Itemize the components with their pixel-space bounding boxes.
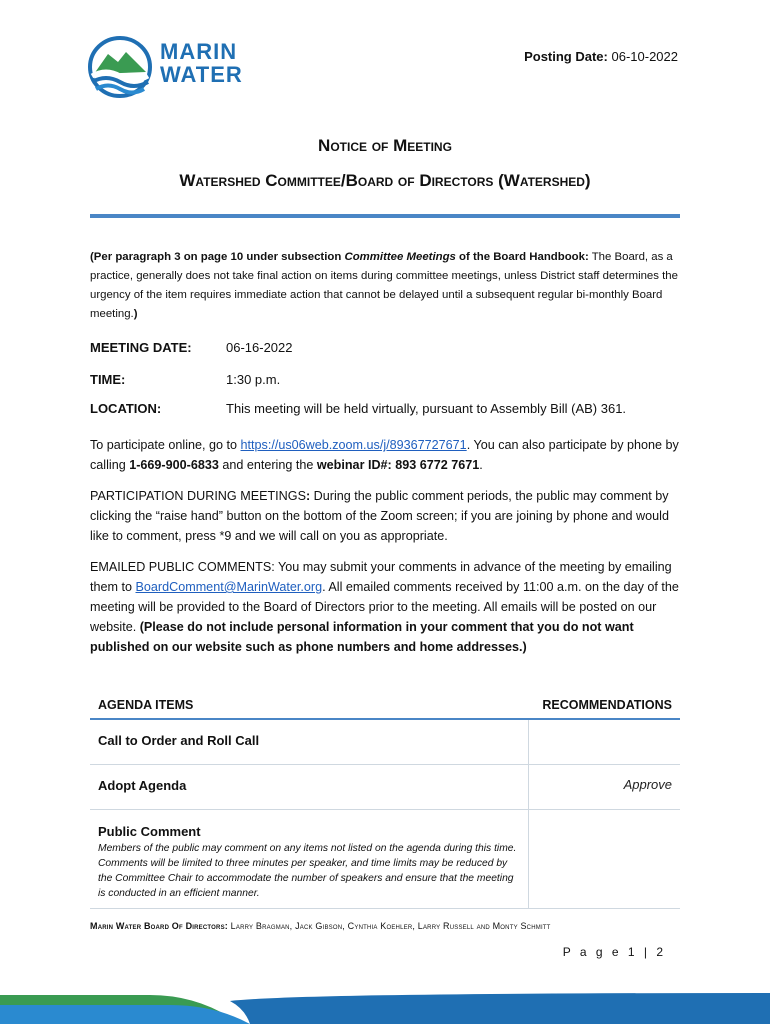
agenda-table: [90, 696, 680, 909]
participate-end: .: [479, 458, 483, 472]
note-close: ): [133, 308, 138, 320]
emailed-pre: EMAILED PUBLIC COMMENTS: You may submit your comments in advance of the meeting by emailing them to: [90, 560, 672, 594]
agenda-item-name: Adopt Agenda: [98, 778, 187, 793]
participation-label: PARTICIPATION DURING MEETINGS: [90, 489, 306, 503]
meeting-date-value: 06-16-2022: [226, 340, 293, 355]
participation-paragraph: [90, 486, 680, 546]
emailed-comments-paragraph: [90, 557, 680, 657]
footer-board-names: Larry Bragman, Jack Gibson, Cynthia Koehler, Larry Russell and Monty Schmitt: [227, 921, 551, 931]
webinar-id: webinar ID#: 893 6772 7671: [316, 458, 480, 472]
note-text: The Board, as a practice, generally does not take final action on items during committee meetings, unless District staff determines the urgency of the item requires immediate action that cannot be delayed until a subsequent regular bi-monthly Board meeting.: [90, 251, 678, 320]
zoom-link[interactable]: https://us06web.zoom.us/j/89367727671: [240, 438, 467, 452]
posting-label: Posting Date:: [524, 49, 608, 64]
meeting-location-value: This meeting will be held virtually, pursuant to Assembly Bill (AB) 361.: [226, 401, 627, 416]
table-row: [90, 765, 680, 810]
footer-board-members: [90, 921, 551, 931]
agenda-items-header: AGENDA ITEMS: [98, 698, 194, 712]
board-comment-email-link[interactable]: BoardComment@MarinWater.org: [135, 580, 323, 594]
agenda-recommendation: Approve: [623, 777, 672, 792]
recommendation-cell: [528, 810, 680, 908]
recommendations-header: RECOMMENDATIONS: [542, 698, 672, 712]
logo-text-line2: WATER: [160, 62, 243, 87]
table-row: [90, 810, 680, 909]
page-subtitle: Watershed Committee/Board of Directors (Watershed): [179, 171, 591, 190]
participation-text: During the public comment periods, the public may comment by clicking the “raise hand” button on the bottom of the Zoom screen; if you are joining by phone and would like to comment, press *9 and we will call on you as appropriate.: [90, 489, 669, 543]
agenda-item-description: Members of the public may comment on any items not listed on the agenda during this time. Comments will be limited to three minutes per speaker, and time limits may be reduced by the Committee Chair to accommodate the number of speakers and ensure that the meeting is conducted in an efficient manner.: [98, 843, 517, 899]
page-number: P a g e 1 | 2: [562, 945, 666, 959]
posting-value: 06-10-2022: [611, 49, 678, 64]
participation-colon: :: [305, 489, 311, 503]
agenda-header: [90, 696, 680, 720]
participate-paragraph: [90, 435, 680, 475]
logo-text: [160, 40, 243, 86]
footer-board-label: Marin Water Board Of Directors:: [90, 921, 228, 931]
participate-mid: . You can also participate by phone by calling: [90, 438, 679, 472]
note-bold-prefix: (Per paragraph 3 on page 10 under subsection: [90, 251, 345, 263]
logo-text-line1: MARIN: [160, 39, 238, 64]
meeting-time-value: 1:30 p.m.: [226, 372, 281, 387]
participate-pre: To participate online, go to: [90, 438, 241, 452]
handbook-note: [90, 248, 680, 324]
recommendation-cell: [528, 720, 680, 764]
recommendation-cell: [528, 765, 680, 809]
title-divider: [90, 214, 680, 218]
participate-mid2: and entering the: [218, 458, 317, 472]
footer-wave-icon: [0, 975, 770, 1024]
note-bold-italic: Committee Meetings: [344, 251, 456, 263]
emailed-mid: . All emailed comments received by 11:00 a.m. on the day of the meeting will be provided to the Board of Directors prior to the meeting. All emails will be posted on our website.: [90, 580, 679, 634]
note-bold-mid: of the Board Handbook:: [455, 251, 589, 263]
meeting-time-label: TIME:: [90, 372, 126, 387]
meeting-date-label: MEETING DATE:: [90, 340, 192, 355]
phone-number: 1-669-900-6833: [129, 458, 219, 472]
agenda-item-name: Public Comment: [98, 824, 201, 839]
agenda-item-name: Call to Order and Roll Call: [98, 733, 260, 748]
page-title: Notice of Meeting: [318, 136, 452, 155]
posting-date: [524, 49, 678, 64]
meeting-location-label: LOCATION:: [90, 401, 162, 416]
table-row: [90, 720, 680, 765]
emailed-bold: (Please do not include personal information in your comment that you do not want published on our website such as phone numbers and home addresses.): [90, 620, 634, 654]
